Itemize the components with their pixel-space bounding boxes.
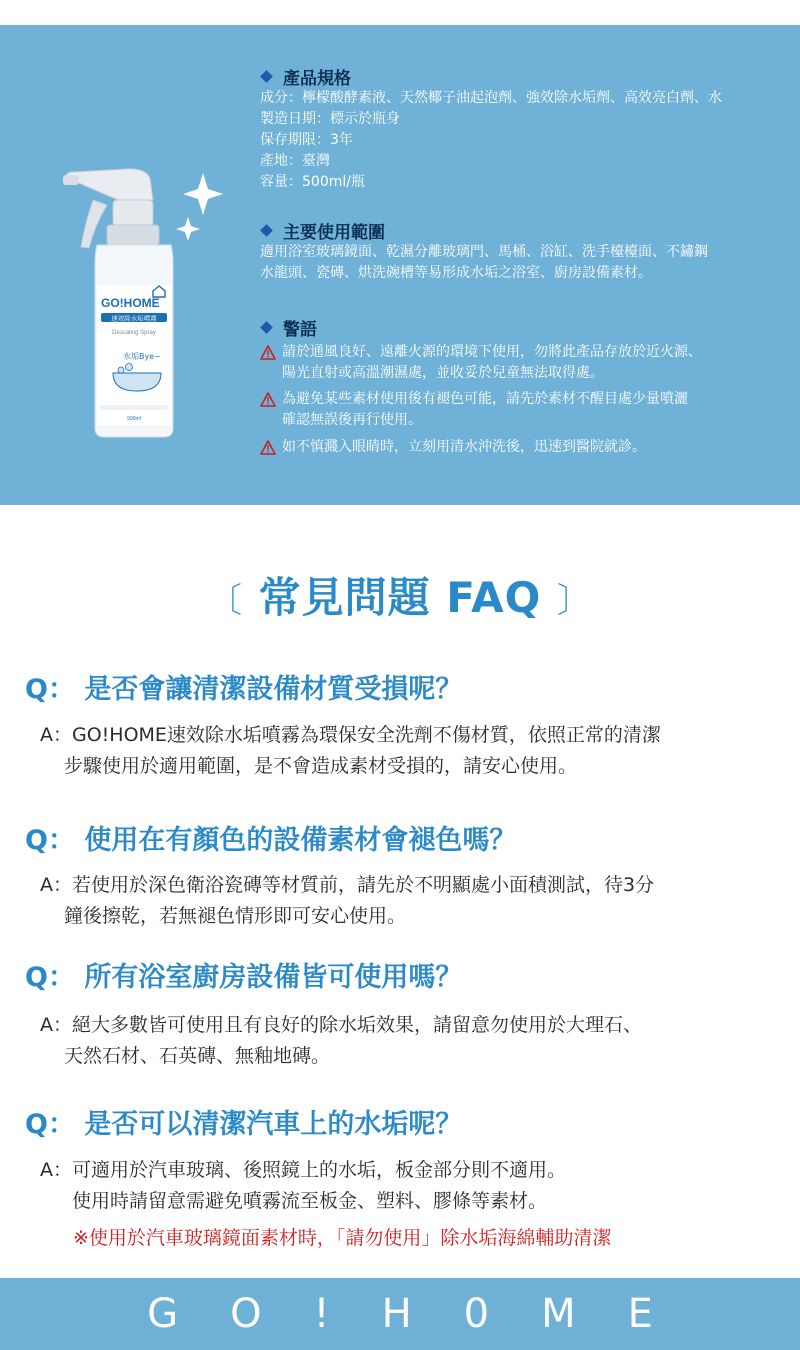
warning-title: 警語 (283, 319, 317, 340)
footer-bar (0, 1278, 800, 1350)
spec-line: 成分：檸檬酸酵素液、天然椰子油起泡劑、強效除水垢劑、高效亮白劑、水 (260, 90, 722, 106)
faq-answer-line: 鐘後擦乾，若無褪色情形即可安心使用。 (64, 905, 407, 927)
faq-question: Q： 是否會讓清潔設備材質受損呢？ (25, 674, 463, 705)
spec-line: 產地：臺灣 (260, 153, 330, 169)
faq-answer-line: A：若使用於深色衛浴瓷磚等材質前，請先於不明顯處小面積測試，待3分 (40, 874, 655, 896)
faq-answer-line: A：GO!HOME速效除水垢噴霧為環保安全洗劑不傷材質，依照正常的清潔 (40, 724, 661, 746)
warning-section (260, 315, 790, 458)
faq-bracket-left: 〔 (208, 581, 244, 621)
faq-title (0, 565, 800, 625)
faq-answer-line: 天然石材、石英磚、無釉地磚。 (64, 1045, 331, 1067)
diamond-bullet-icon (260, 321, 273, 334)
bottle-brand: GO!HOME (101, 296, 160, 310)
footer-brand: GO!H0ME (147, 1291, 705, 1337)
faq-bracket-right: 〕 (556, 581, 592, 621)
warning-text: 請於通風良好、遠離火源的環境下使用，勿將此產品存放於近火源、 陽光直射或高溫潮濕處，並收妥於兒童無法取得處。 (282, 344, 702, 381)
faq-answer (40, 870, 790, 932)
faq-answer (40, 1155, 790, 1217)
sparkle-icon (183, 173, 223, 215)
warning-item (260, 389, 790, 431)
spray-bottle-image (55, 145, 225, 445)
spec-line: 製造日期：標示於瓶身 (260, 111, 400, 127)
spec-section (260, 64, 790, 193)
faq-answer (40, 1010, 790, 1072)
warning-triangle-icon (260, 389, 282, 410)
diamond-bullet-icon (260, 70, 273, 83)
warning-text: 為避免某些素材使用後有褪色可能，請先於素材不醒目處少量噴灑 確認無誤後再行使用。 (282, 391, 688, 428)
faq-answer-line: 步驟使用於適用範圍，是不會造成素材受損的，請安心使用。 (64, 755, 578, 777)
bottle-english-name: Descaling Spray (112, 330, 156, 336)
usage-section (260, 218, 790, 284)
warning-heading (260, 315, 790, 339)
usage-title: 主要使用範圍 (283, 222, 385, 243)
faq-title-text: 常見問題 FAQ (258, 573, 542, 622)
faq-answer-line: A：絕大多數皆可使用且有良好的除水垢效果，請留意勿使用於大理石、 (40, 1014, 642, 1036)
spec-heading (260, 64, 790, 88)
bottle-tagline: 水垢Bye~ (123, 352, 161, 361)
warning-triangle-icon (260, 342, 282, 363)
warning-item (260, 342, 790, 384)
faq-answer (40, 720, 790, 782)
faq-question: Q： 使用在有顏色的設備素材會褪色嗎？ (25, 825, 517, 856)
faq-question: Q： 所有浴室廚房設備皆可使用嗎？ (25, 962, 463, 993)
faq-question: Q： 是否可以清潔汽車上的水垢呢？ (25, 1109, 463, 1140)
usage-heading (260, 218, 790, 242)
car-glass-note: ※使用於汽車玻璃鏡面素材時，「請勿使用」除水垢海綿輔助清潔 (73, 1227, 612, 1249)
spec-line: 保存期限：3年 (260, 132, 353, 148)
spec-line: 容量：500ml/瓶 (260, 174, 365, 190)
spec-panel (0, 25, 800, 505)
warning-text: 如不慎濺入眼睛時，立刻用清水沖洗後，迅速到醫院就診。 (282, 439, 646, 455)
warning-item (260, 437, 790, 458)
bottle-volume: 500ml (127, 416, 141, 422)
usage-line: 適用浴室玻璃鏡面、乾濕分離玻璃門、馬桶、浴缸、洗手檯檯面、不鏽鋼 (260, 244, 708, 260)
diamond-bullet-icon (260, 224, 273, 237)
sparkle-icon (176, 217, 200, 241)
warning-triangle-icon (260, 437, 282, 458)
faq-answer-line: A：可適用於汽車玻璃、後照鏡上的水垢，板金部分則不適用。 (40, 1159, 566, 1181)
spec-title: 產品規格 (283, 68, 351, 89)
faq-answer-line: 使用時請留意需避免噴霧流至板金、塑料、膠條等素材。 (72, 1190, 548, 1212)
usage-line: 水龍頭、瓷磚、烘洗碗槽等易形成水垢之浴室、廚房設備素材。 (260, 265, 652, 281)
bottle-product-name: 速效除水垢噴霧 (111, 314, 157, 323)
